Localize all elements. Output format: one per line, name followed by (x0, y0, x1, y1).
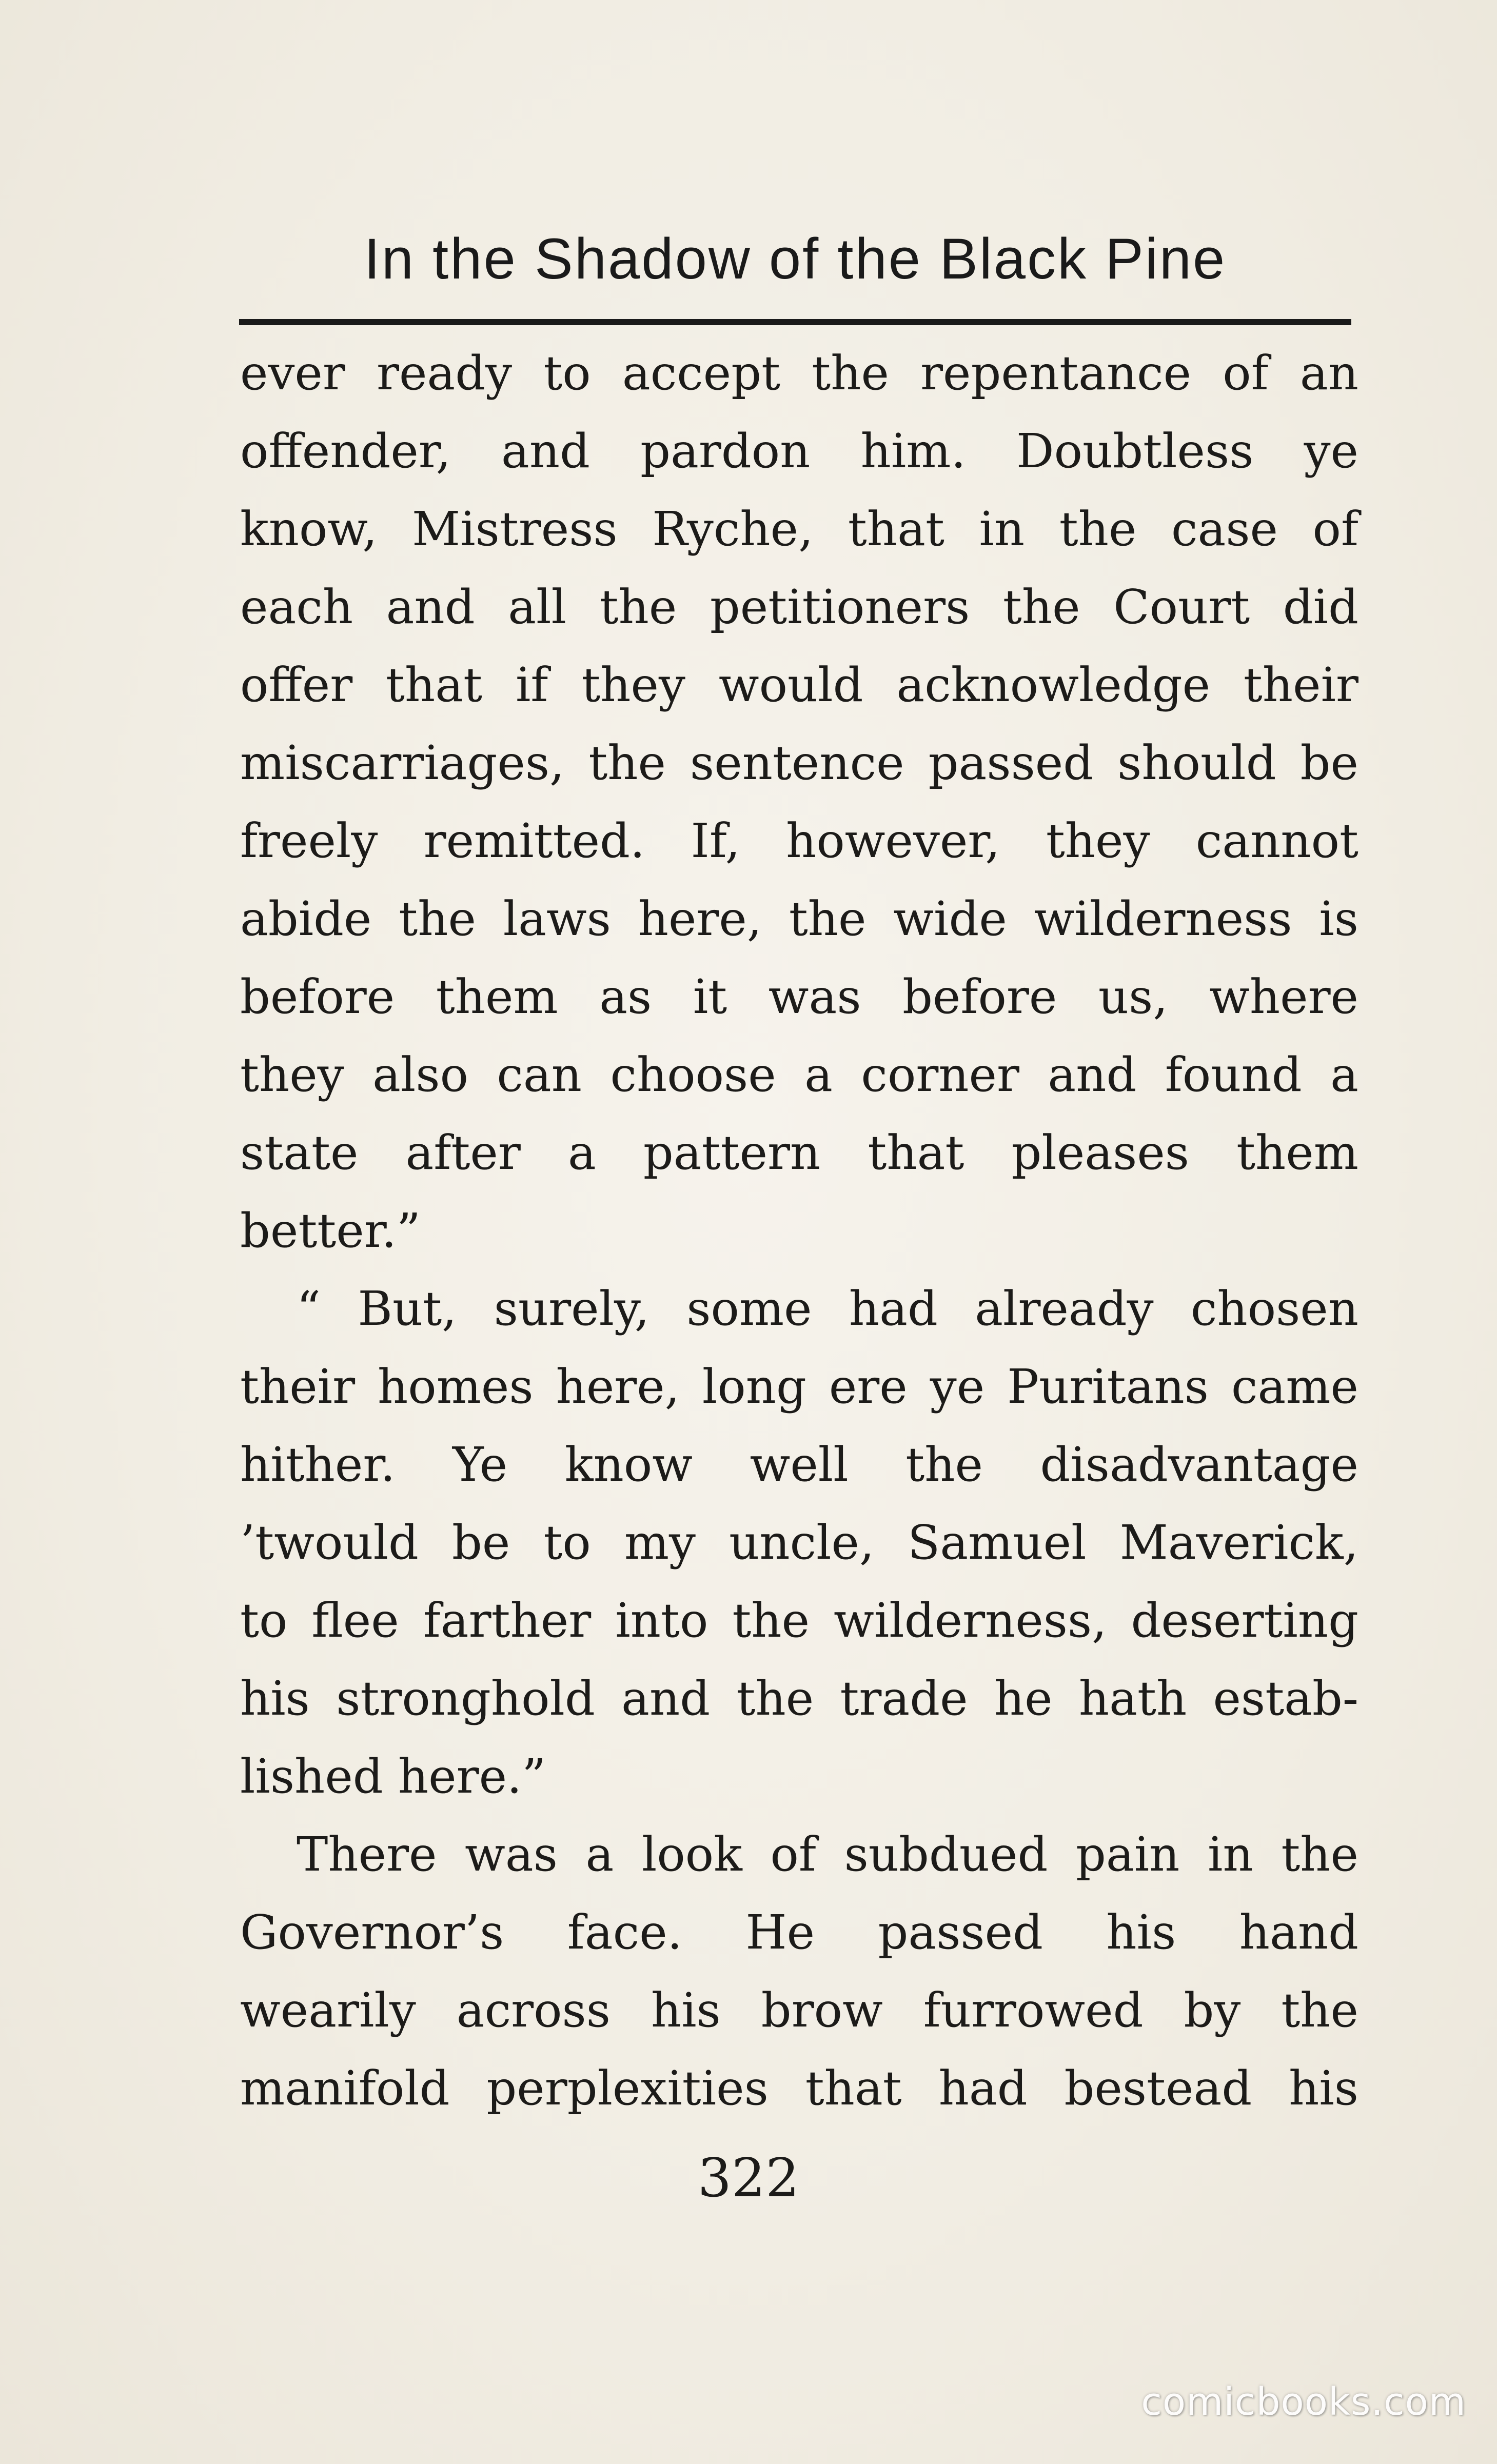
text-line: offender, and pardon him. Doubtless ye (240, 424, 1358, 479)
running-head: In the Shadow of the Black Pine (364, 227, 1227, 291)
text-line: “ But, surely, some had already chosen (297, 1281, 1358, 1336)
watermark: comicbooks.com (1141, 2380, 1466, 2424)
text-line: hither. Ye know well the disadvantage (240, 1437, 1358, 1492)
text-line: to flee farther into the wilderness, deserting (240, 1593, 1358, 1648)
text-line: manifold perplexities that had bestead his (240, 2061, 1358, 2116)
text-line: offer that if they would acknowledge their (240, 658, 1358, 712)
text-line: There was a look of subdued pain in the (297, 1827, 1358, 1882)
header-rule (239, 319, 1351, 325)
text-line: miscarriages, the sentence passed should be (240, 736, 1358, 790)
text-line: wearily across his brow furrowed by the (240, 1983, 1358, 2038)
text-line: abide the laws here, the wide wilderness is (240, 891, 1358, 946)
text-line: freely remitted. If, however, they cannot (240, 813, 1358, 868)
text-line: his stronghold and the trade he hath estab- (240, 1671, 1358, 1726)
text-line: know, Mistress Ryche, that in the case of (240, 502, 1358, 557)
text-line: Governor’s face. He passed his hand (240, 1905, 1358, 1960)
body-text (240, 334, 1358, 2128)
text-line: before them as it was before us, where (240, 969, 1358, 1024)
text-line: each and all the petitioners the Court did (240, 580, 1358, 634)
text-line: better.” (240, 1203, 421, 1258)
page-number: 322 (697, 2147, 800, 2209)
text-line: ever ready to accept the repentance of an (240, 346, 1358, 401)
text-line: state after a pattern that pleases them (240, 1125, 1358, 1180)
text-line: ’twould be to my uncle, Samuel Maverick, (240, 1515, 1358, 1570)
text-line: they also can choose a corner and found a (240, 1047, 1358, 1102)
text-line: lished here.” (240, 1749, 546, 1804)
text-line: their homes here, long ere ye Puritans came (240, 1359, 1358, 1414)
